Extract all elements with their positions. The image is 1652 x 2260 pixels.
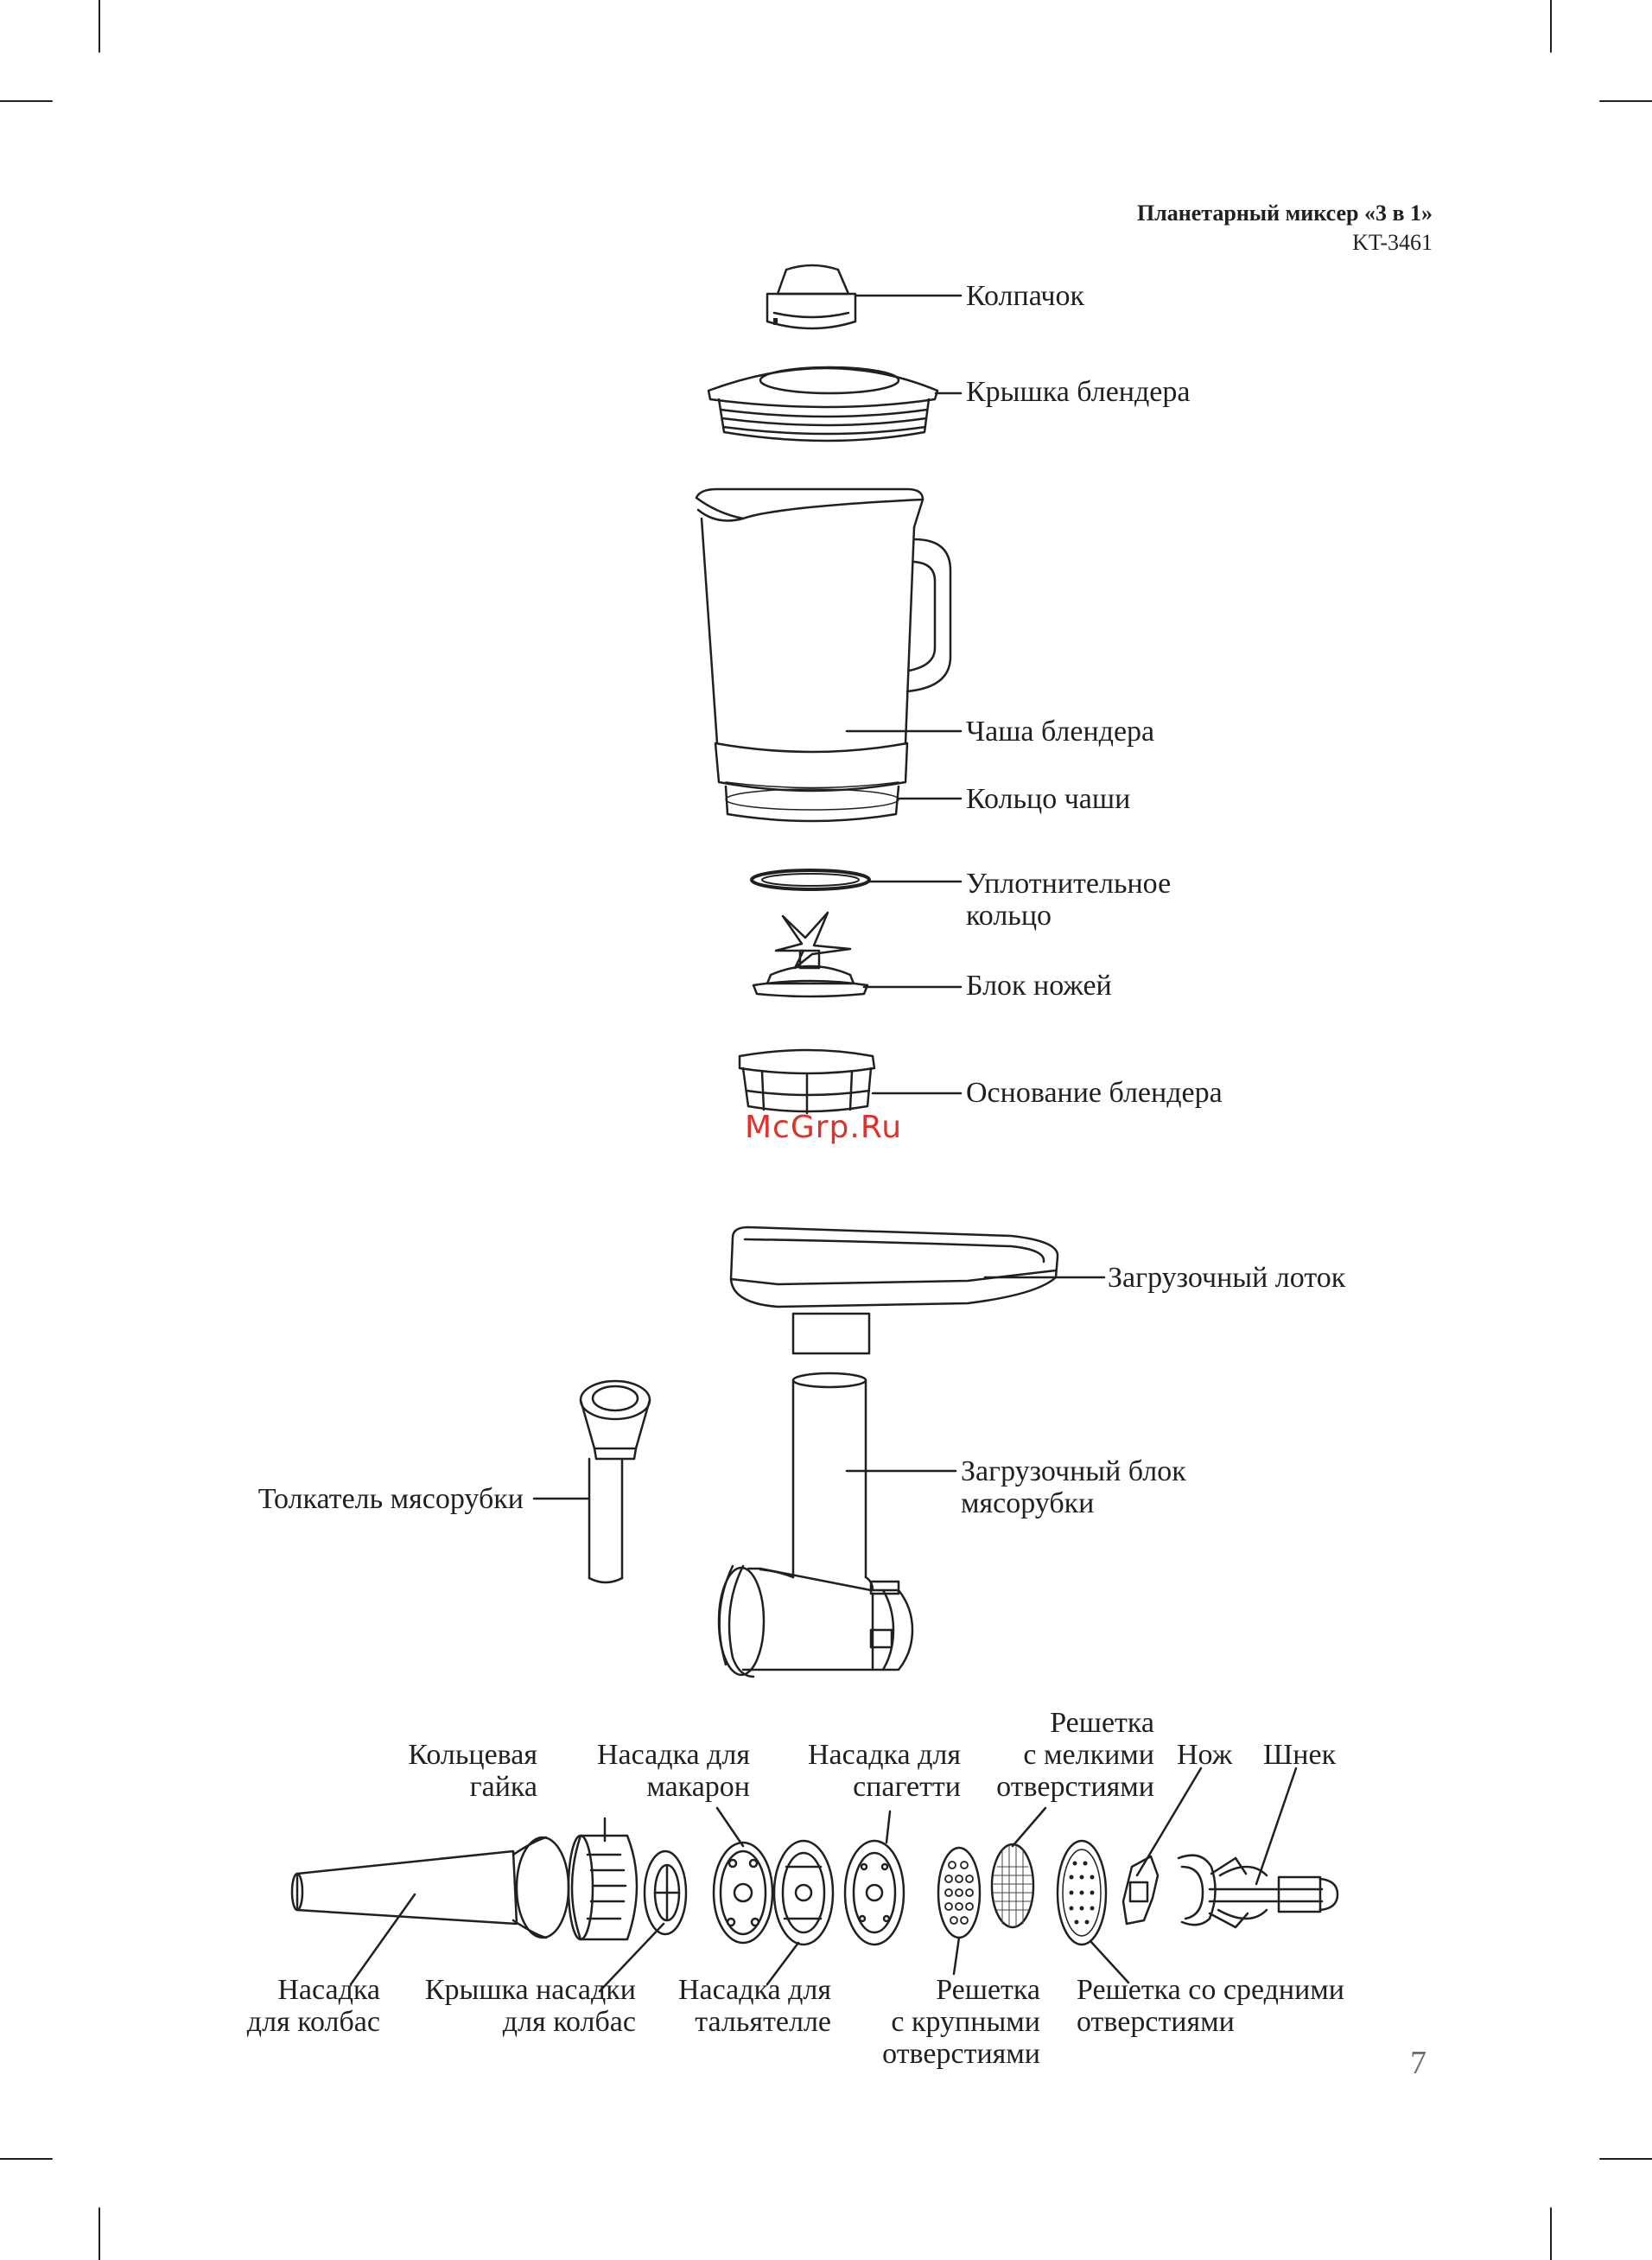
pusher-drawing <box>534 1381 650 1582</box>
cap-drawing <box>767 265 961 328</box>
label-cap: Колпачок <box>966 280 1085 312</box>
grinder-body-drawing <box>719 1373 956 1677</box>
blender-bowl-drawing <box>696 489 961 821</box>
label-ring-nut: Кольцевая гайка <box>408 1739 537 1803</box>
bowl-ring-drawing <box>726 789 961 810</box>
spaghetti-die-drawing <box>845 1811 904 1945</box>
label-blender-base: Основание блендера <box>966 1077 1223 1109</box>
sealing-ring-drawing <box>752 870 961 889</box>
label-macaroni: Насадка для макарон <box>596 1739 750 1803</box>
sausage-nozzle-drawing <box>292 1837 569 1984</box>
fine-grid-drawing <box>992 1808 1045 1927</box>
header-title: Планетарный миксер «3 в 1» <box>1136 201 1433 226</box>
coarse-grid-drawing <box>938 1848 980 1974</box>
blender-base-drawing <box>740 1050 961 1113</box>
header-model: KT-3461 <box>1352 230 1433 255</box>
label-sausage-cover: Крышка насадки для колбас <box>424 1974 636 2038</box>
label-bowl-ring: Кольцо чаши <box>966 783 1131 815</box>
label-blade-unit: Блок ножей <box>966 970 1112 1002</box>
macaroni-die-drawing <box>714 1808 772 1943</box>
auger-drawing <box>1179 1768 1337 1927</box>
ring-nut-drawing <box>569 1818 637 1939</box>
page-number: 7 <box>1410 2045 1426 2081</box>
label-medium-grid: Решетка со средними отверстиями <box>1077 1974 1345 2038</box>
medium-grid-drawing <box>1058 1841 1128 1983</box>
feed-tray-drawing <box>731 1227 1104 1353</box>
label-pusher: Толкатель мясорубки <box>257 1483 524 1515</box>
label-blender-lid: Крышка блендера <box>966 376 1191 408</box>
label-grinder-body: Загрузочный блок мясорубки <box>961 1455 1186 1519</box>
label-blender-bowl: Чаша блендера <box>966 716 1155 748</box>
label-fine-grid: Решетка с мелкими отверстиями <box>996 1707 1154 1803</box>
watermark: McGrp.Ru <box>745 1110 903 1145</box>
blade-unit-drawing <box>753 913 961 996</box>
label-spaghetti: Насадка для спагетти <box>807 1739 961 1803</box>
label-coarse-grid: Решетка с крупными отверстиями <box>882 1974 1040 2070</box>
blender-lid-drawing <box>708 367 961 441</box>
label-tagliatelle: Насадка для тальятелле <box>677 1974 831 2038</box>
label-sealing-ring: Уплотнительное кольцо <box>966 868 1172 932</box>
sausage-cover-drawing <box>600 1851 686 1991</box>
label-knife: Нож <box>1177 1739 1233 1771</box>
tagliatelle-die-drawing <box>767 1841 833 1984</box>
label-auger: Шнек <box>1263 1739 1337 1771</box>
label-feed-tray: Загрузочный лоток <box>1108 1262 1346 1294</box>
label-sausage-nozzle: Насадка для колбас <box>246 1974 380 2038</box>
